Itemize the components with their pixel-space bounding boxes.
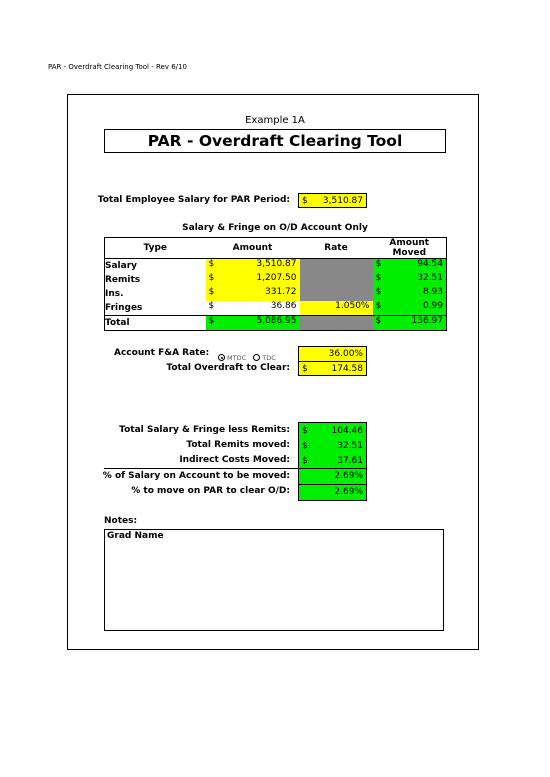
summary-value-row: [299, 439, 366, 454]
rate-cell: [300, 287, 373, 301]
amount-cell[interactable]: [206, 287, 300, 301]
amount-value: 5,086.95: [256, 316, 297, 326]
row-type: Ins.: [105, 289, 124, 299]
currency-symbol: $: [375, 287, 382, 297]
currency-symbol: $: [208, 287, 215, 297]
notes-label: Notes:: [104, 516, 138, 526]
overdraft-label: Total Overdraft to Clear:: [166, 363, 290, 373]
summary-label: Total Remits moved:: [186, 440, 290, 450]
table-total-row: [105, 316, 447, 331]
summary-value-row: [299, 469, 366, 485]
fa-rate-field[interactable]: [298, 346, 367, 361]
overdraft-value: 174.58: [331, 364, 363, 374]
moved-value: 94.54: [417, 259, 443, 269]
summary-label: Total Salary & Fringe less Remits:: [119, 425, 290, 435]
rate-cell: [300, 259, 373, 274]
moved-value: 0.99: [422, 301, 443, 311]
moved-cell: [373, 259, 447, 274]
currency-symbol: $: [302, 196, 308, 206]
divider: [104, 468, 298, 469]
summary-value-row: [299, 485, 366, 500]
rate-cell: [300, 316, 373, 331]
radio-tdc[interactable]: [253, 354, 260, 361]
currency-symbol: $: [208, 316, 215, 326]
notes-field[interactable]: [104, 529, 444, 631]
rate-cell: [300, 273, 373, 287]
summary-label: % of Salary on Account to be moved:: [102, 471, 290, 481]
currency-symbol: $: [375, 273, 382, 283]
moved-cell: [373, 316, 447, 331]
rate-cell[interactable]: [300, 301, 373, 316]
moved-value: 136.97: [411, 316, 443, 326]
fa-rate-label: Account F&A Rate:: [114, 348, 210, 358]
radio-tdc-label: TDC: [262, 353, 276, 362]
amount-cell[interactable]: [206, 273, 300, 287]
col-header-type: Type: [105, 238, 206, 259]
moved-cell: [373, 301, 447, 316]
summary-value-row: [299, 454, 366, 469]
currency-symbol: $: [375, 316, 382, 326]
salary-period-field[interactable]: [298, 193, 367, 208]
summary-value-row: [299, 424, 366, 439]
summary-label: % to move on PAR to clear O/D:: [131, 486, 290, 496]
table-caption: Salary & Fringe on O/D Account Only: [182, 223, 368, 233]
table-row: [105, 301, 447, 316]
col-header-rate: Rate: [300, 238, 373, 259]
moved-cell: [373, 287, 447, 301]
summary-value: 37.61: [337, 456, 363, 466]
col-header-amount: Amount: [206, 238, 300, 259]
amount-value: 3,510.87: [256, 259, 297, 269]
amount-cell: [206, 301, 300, 316]
currency-symbol: $: [302, 441, 308, 451]
page-title: PAR - Overdraft Clearing Tool: [104, 129, 446, 153]
summary-values-box: [298, 422, 367, 501]
table-row: [105, 287, 447, 301]
radio-mtdc[interactable]: [218, 354, 225, 361]
currency-symbol: $: [208, 259, 215, 269]
currency-symbol: $: [208, 301, 215, 311]
salary-period-label: Total Employee Salary for PAR Period:: [97, 195, 290, 205]
moved-value: 32.51: [417, 273, 443, 283]
amount-value: 36.86: [270, 301, 297, 311]
overdraft-field[interactable]: [298, 361, 367, 376]
summary-label: Indirect Costs Moved:: [179, 455, 290, 465]
amount-value: 1,207.50: [256, 273, 297, 283]
amount-cell: [206, 316, 300, 331]
currency-symbol: $: [302, 364, 308, 374]
moved-value: 8.93: [422, 287, 443, 297]
summary-value: 2.69%: [334, 487, 363, 497]
amount-value: 331.72: [265, 287, 297, 297]
moved-cell: [373, 273, 447, 287]
summary-value: 32.51: [337, 441, 363, 451]
currency-symbol: $: [302, 426, 308, 436]
notes-text: Grad Name: [107, 531, 164, 541]
table-row: [105, 259, 447, 274]
summary-value: 2.69%: [334, 471, 363, 481]
example-label: Example 1A: [245, 115, 305, 126]
rate-value: 1.050%: [335, 301, 370, 311]
row-type: Salary: [105, 261, 138, 271]
currency-symbol: $: [375, 301, 382, 311]
summary-value: 104.46: [331, 426, 363, 436]
amount-cell[interactable]: [206, 259, 300, 274]
radio-mtdc-label: MTDC: [227, 353, 247, 362]
currency-symbol: $: [302, 456, 308, 466]
salary-fringe-table: [104, 237, 447, 331]
col-header-amount-moved: Amount Moved: [373, 238, 447, 259]
row-type: Remits: [105, 275, 141, 285]
page-header: PAR - Overdraft Clearing Tool - Rev 6/10: [48, 63, 187, 71]
salary-period-value: 3,510.87: [322, 196, 363, 206]
currency-symbol: $: [375, 259, 382, 269]
fa-rate-value: 36.00%: [328, 349, 363, 359]
row-type: Fringes: [105, 303, 143, 313]
row-type: Total: [105, 316, 206, 331]
table-row: [105, 273, 447, 287]
currency-symbol: $: [208, 273, 215, 283]
